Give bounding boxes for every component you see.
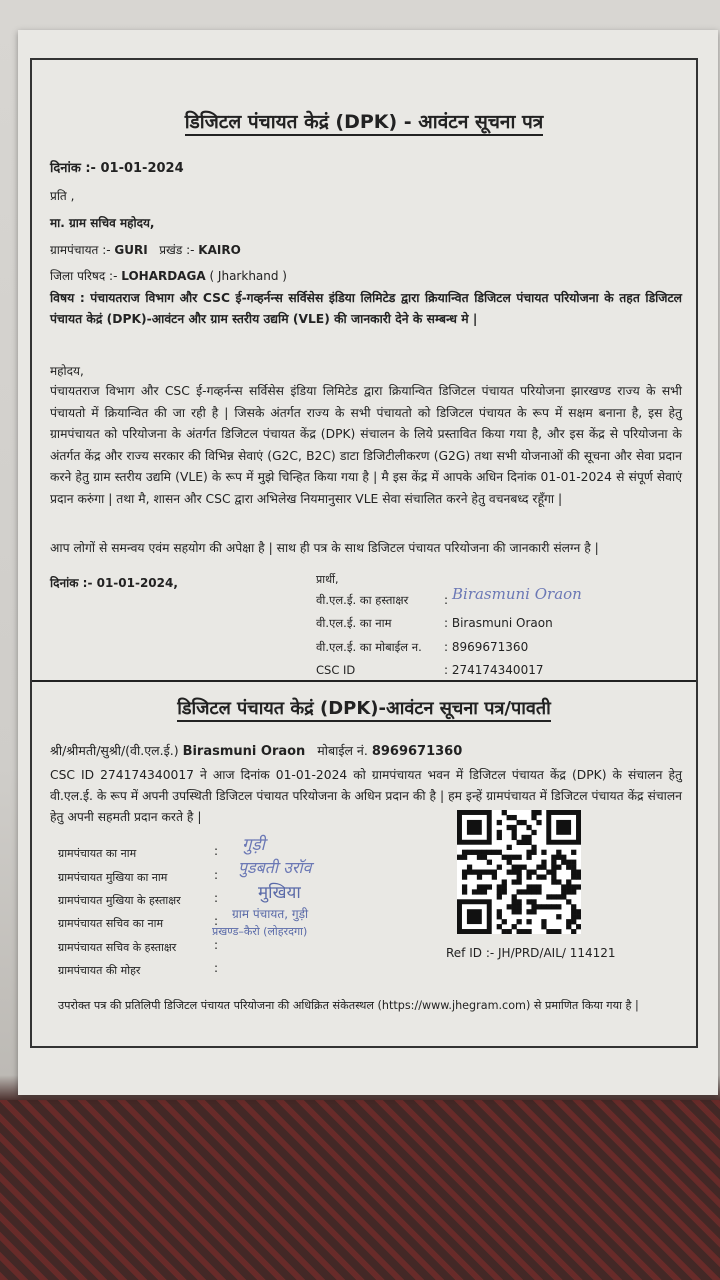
field-seal-label: ग्रामपंचायत की मोहर (58, 964, 141, 977)
field-seal-colon: : (214, 961, 219, 975)
vle-mobile-label: वी.एल.ई. का मोबाईल न. (316, 640, 422, 654)
applicant-date: दिनांक :- 01-01-2024, (50, 576, 178, 590)
handwritten-gp-name: गुड़ी (242, 835, 266, 855)
receipt-statement: CSC ID 274174340017 ने आज दिनांक 01-01-2024 को ग्रामपंचायत भवन में डिजिटल पंचायत केंद्र (DPK) के संचालन हेतु वी.एल.ई. के रूप में अपनी उपस्थिती डिजिटल पंचायत परियोजना के अधिन प्रदान की है | हम इन्हें ग्रामपंचायत में डिजिटल पंचायत केंद्र संचालन हेतु अपनी सहमती प्रदान करते है | (50, 768, 682, 824)
gp-value: GURI (114, 243, 148, 257)
salutation: महोदय, (50, 364, 84, 378)
stamp-title: मुखिया (258, 883, 301, 903)
stamp-line2: प्रखण्ड–कैरो (लोहरदगा) (212, 925, 308, 938)
document-title: डिजिटल पंचायत केद्रं (DPK) - आवंटन सूचना पत्र (32, 108, 696, 134)
receipt-title: डिजिटल पंचायत केद्रं (DPK)-आवंटन सूचना पत्र/पावती (32, 696, 696, 720)
prati: प्रति , (50, 189, 75, 203)
date-line: दिनांक :- 01-01-2024 (50, 161, 184, 176)
field-mukhiya-sign-label: ग्रामपंचायत मुखिया के हस्ताक्षर (58, 894, 181, 907)
receipt-mobile: 8969671360 (371, 744, 463, 759)
vle-sign-colon: : (444, 593, 449, 607)
subject-text: विषय : पंचायतराज विभाग और CSC ई-गव्हर्नन्स सर्विसेस इंडिया लिमिटेड द्वारा क्रियान्वित डिजिटल पंचायत परियोजना के तहत डिजिटल पंचायत केद्रं (DPK)-आवंटन और ग्राम स्तरीय उद्यमि (VLE) की जानकारी देने के सम्बन्ध मे | (50, 291, 682, 326)
vle-name-label: वी.एल.ई. का नाम (316, 616, 392, 630)
field-mukhiya-name-colon: : (214, 868, 219, 882)
fabric-background (0, 1100, 720, 1280)
addressee: मा. ग्राम सचिव महोदय, (50, 216, 155, 230)
district-value: LOHARDAGA (121, 269, 206, 283)
prarthi: प्रार्थी, (316, 573, 339, 586)
section-divider (32, 680, 696, 682)
field-mukhiya-sign-colon: : (214, 891, 219, 905)
receipt-name: Birasmuni Oraon (182, 744, 306, 759)
receipt-prefix: श्री/श्रीमती/सुश्री/(वी.एल.ई.) (50, 743, 179, 758)
receipt-mobile-label: मोबाईल नं. (317, 743, 368, 758)
field-sachiv-sign-colon: : (214, 938, 219, 952)
field-gp-name-label: ग्रामपंचायत का नाम (58, 847, 137, 860)
qr-code (457, 810, 581, 934)
footer-note: उपरोक्त पत्र की प्रतिलिपी डिजिटल पंचायत परियोजना की अधिक्रित संकेतस्थल (https://www.jhegram.com) से प्रमाणित किया गया है | (58, 999, 639, 1012)
ref-id: Ref ID :- JH/PRD/AIL/ 114121 (446, 946, 616, 960)
field-sachiv-sign-label: ग्रामपंचायत सचिव के हस्ताक्षर (58, 941, 177, 954)
field-mukhiya-name-label: ग्रामपंचायत मुखिया का नाम (58, 871, 168, 884)
document-border (30, 58, 698, 1048)
district-line (50, 267, 287, 284)
field-sachiv-name-colon: : (214, 914, 219, 928)
closing-line: आप लोगों से समन्वय एवंम सहयोग की अपेक्षा है | साथ ही पत्र के साथ डिजिटल पंचायत परियोजना की जानकारी संलग्न है | (50, 541, 599, 555)
document-page (18, 30, 718, 1095)
vle-sign-label: वी.एल.ई. का हस्ताक्षर (316, 593, 409, 607)
stamp-line1: ग्राम पंचायत, गुड़ी (232, 907, 309, 921)
vle-mobile-value: : 8969671360 (444, 640, 529, 654)
qr-code-icon (457, 810, 581, 934)
csc-label: CSC ID (316, 663, 356, 677)
district-label: जिला परिषद :- (50, 269, 118, 283)
gp-line (50, 241, 241, 258)
receipt-line1 (50, 742, 462, 759)
state-value: ( Jharkhand ) (209, 269, 287, 283)
field-gp-name-colon: : (214, 844, 219, 858)
handwritten-mukhiya-name: पुडबती उरॉव (238, 858, 312, 877)
vle-signature: Birasmuni Oraon (452, 585, 582, 603)
csc-value: : 274174340017 (444, 663, 544, 677)
vle-name-value: : Birasmuni Oraon (444, 616, 553, 630)
body-paragraph: पंचायतराज विभाग और CSC ई-गव्हर्नन्स सर्विसेस इंडिया लिमिटेड द्वारा क्रियान्वित डिजिटल पंचायत परियोजना झारखण्ड राज्य के सभी पंचायतो में क्रियान्वित की जा रही है | जिसके अंतर्गत राज्य के सभी पंचायतो को डिजिटल पंचायत के रूप में सक्षम बनाना है, इस हेतु ग्रामपंचायत को परियोजना के अंतर्गत डिजिटल पंचायत केंद्र (DPK) संचालन के लिये प्रस्तावित किया गया है, और इस केंद्र से परियोजना के अंतर्गत केंद्र और राज्य सरकार की विभिन्न सेवाएं (G2C, B2C) डाटा डिजिटीलीकरण (G2G) तथा सभी योजनाओं की सूचना और सेवा प्रदान करने हेतु ग्राम स्तरीय उद्यमि (VLE) के रूप में मुझे चिन्हित किया गया है | मै इस केंद्र में आपके अधिन दिनांक 01-01-2024 से संपूर्ण सेवाएं प्रदान करुंगा | तथा मै, शासन और CSC द्वारा अभिलेख नियमानुसार VLE सेवा संचालित करने हेतु वचनबध्द रहूँगा | (50, 384, 682, 506)
gp-label: ग्रामपंचायत :- (50, 243, 111, 257)
block-label: प्रखंड :- (159, 243, 195, 257)
block-value: KAIRO (198, 243, 241, 257)
field-sachiv-name-label: ग्रामपंचायत सचिव का नाम (58, 917, 164, 930)
